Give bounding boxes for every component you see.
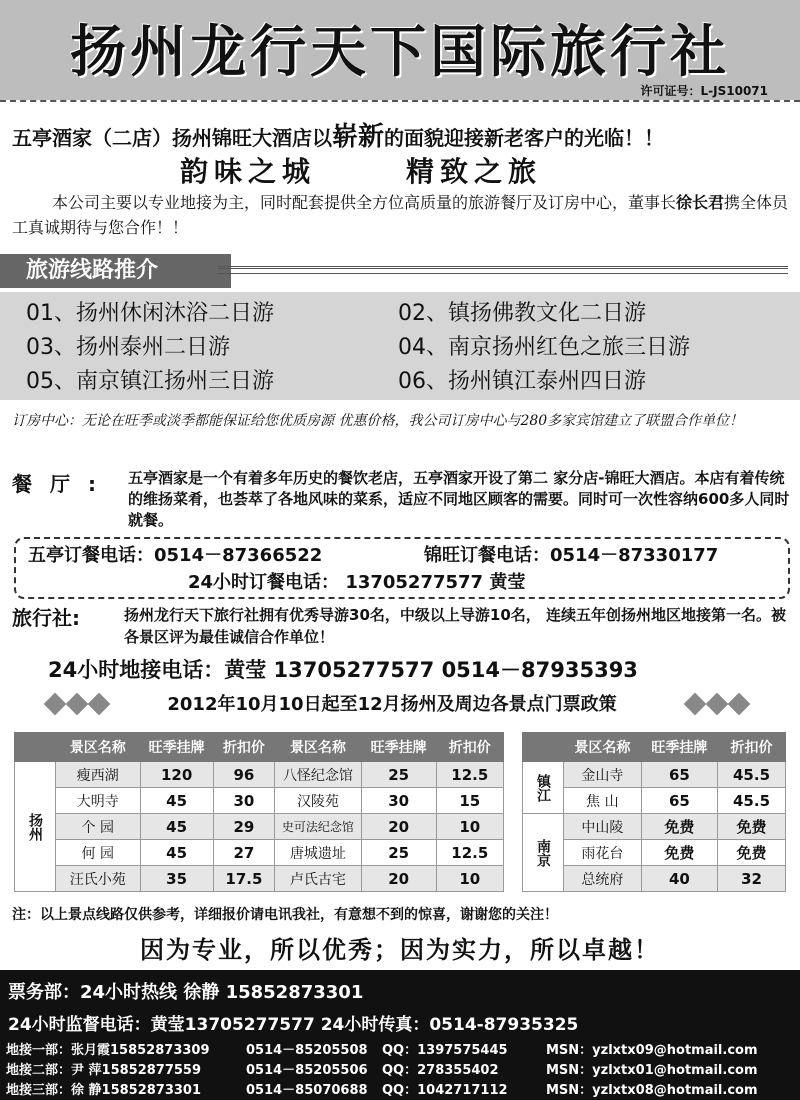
- table-header: 景区名称: [56, 733, 141, 762]
- diamond-decoration-right: [684, 696, 750, 714]
- welcome-post: 的面貌迎接新老客户的光临！！: [384, 126, 665, 150]
- routes-list: [0, 292, 800, 400]
- supervision-line: 24小时监督电话：黄莹13705277577 24小时传真：0514-87935325: [8, 1015, 579, 1035]
- table-row: [15, 788, 504, 814]
- route-item: 04、南京扬州红色之旅三日游: [398, 335, 690, 360]
- discount-price: 12.5: [436, 840, 503, 866]
- dept-3-tel: 0514－85070688: [246, 1083, 368, 1098]
- route-item: 06、扬州镇江泰州四日游: [398, 369, 646, 394]
- discount-price: 10: [436, 866, 503, 892]
- allday-dining-phone: 24小时订餐电话： 13705277577 黄莹: [188, 572, 526, 593]
- discount-price: 免费: [718, 814, 786, 840]
- scenic-name: 个 园: [56, 814, 141, 840]
- agency-heading: 旅行社:: [12, 606, 80, 630]
- scenic-name: 焦 山: [564, 788, 642, 814]
- table-header: 景区名称: [564, 733, 642, 762]
- restaurant-heading: 餐厅:: [12, 472, 114, 496]
- peak-price: 20: [361, 814, 436, 840]
- dept-2-qq: QQ：278355402: [382, 1063, 499, 1078]
- discount-price: 12.5: [436, 762, 503, 788]
- region-yangzhou: 扬州: [15, 762, 56, 892]
- discount-price: 15: [436, 788, 503, 814]
- table-header: 景区名称: [275, 733, 362, 762]
- region-zhenjiang: 镇江: [523, 762, 564, 814]
- contact-footer: [0, 970, 800, 1100]
- license-number: 许可证号：L-JS10071: [640, 84, 768, 98]
- ticket-dept-line: 票务部：24小时热线 徐静 15852873301: [8, 982, 364, 1003]
- intro-text-a: 本公司主要以专业地接为主，同时配套提供全方位高质量的旅游餐厅及订房中心，董事长: [52, 193, 677, 212]
- table-row: [15, 762, 504, 788]
- discount-price: 96: [213, 762, 275, 788]
- dept-2-name: 地接二部：尹 萍15852877559: [6, 1063, 202, 1078]
- scenic-name: 史可法纪念馆: [275, 814, 362, 840]
- scenic-name: 八怪纪念馆: [275, 762, 362, 788]
- scenic-name: 雨花台: [564, 840, 642, 866]
- dept-1-msn: MSN：yzlxtx09@hotmail.com: [546, 1043, 758, 1058]
- table-header: 折扣价: [213, 733, 275, 762]
- wuting-phone: 五亭订餐电话：0514－87366522: [28, 545, 323, 566]
- table-header: [523, 733, 564, 762]
- discount-price: 免费: [718, 840, 786, 866]
- welcome-pre: 五亭酒家（二店）扬州锦旺大酒店以: [12, 126, 332, 150]
- agency-title: 扬州龙行天下国际旅行社: [70, 20, 730, 85]
- discount-price: 27: [213, 840, 275, 866]
- discount-price: 45.5: [718, 788, 786, 814]
- scenic-name: 卢氏古宅: [275, 866, 362, 892]
- table-header: 旺季挂牌: [140, 733, 213, 762]
- routes-heading-bar: [0, 254, 800, 288]
- discount-price: 17.5: [213, 866, 275, 892]
- discount-price: 45.5: [718, 762, 786, 788]
- route-item: 05、南京镇江扬州三日游: [26, 369, 274, 394]
- table-header: 折扣价: [718, 733, 786, 762]
- scenic-name: 何 园: [56, 840, 141, 866]
- motto: 因为专业，所以优秀；因为实力，所以卓越！: [140, 936, 660, 964]
- dept-3-msn: MSN：yzlxtx08@hotmail.com: [546, 1083, 758, 1098]
- peak-price: 45: [140, 788, 213, 814]
- scenic-name: 汉陵苑: [275, 788, 362, 814]
- slogan-trip: 精致之旅: [406, 155, 543, 188]
- jinwang-phone: 锦旺订餐电话：0514－87330177: [424, 545, 719, 566]
- zhenjiang-nanjing-ticket-table: [522, 732, 786, 892]
- table-row: [523, 814, 786, 840]
- dept-1-qq: QQ：1397575445: [382, 1043, 508, 1058]
- diamond-decoration-left: [44, 696, 110, 714]
- scenic-name: 总统府: [564, 866, 642, 892]
- route-item: 01、扬州休闲沐浴二日游: [26, 301, 274, 326]
- peak-price: 25: [361, 840, 436, 866]
- welcome-line: [12, 116, 664, 153]
- discount-price: 30: [213, 788, 275, 814]
- slogan-city: 韵味之城: [180, 155, 317, 188]
- yangzhou-ticket-table: [14, 732, 504, 892]
- scenic-name: 中山陵: [564, 814, 642, 840]
- peak-price: 65: [641, 788, 717, 814]
- scenic-name: 金山寺: [564, 762, 642, 788]
- table-header: [15, 733, 56, 762]
- intro-paragraph: [12, 190, 792, 240]
- intro-text-b: 携全体员工真诚期待与您合作！！: [12, 193, 789, 237]
- dept-3-name: 地接三部：徐 静15852873301: [6, 1083, 202, 1098]
- peak-price: 30: [361, 788, 436, 814]
- welcome-highlight: 崭新: [332, 122, 385, 152]
- table-header: 折扣价: [436, 733, 503, 762]
- scenic-name: 唐城遗址: [275, 840, 362, 866]
- peak-price: 45: [140, 840, 213, 866]
- peak-price: 免费: [641, 814, 717, 840]
- peak-price: 35: [140, 866, 213, 892]
- discount-price: 29: [213, 814, 275, 840]
- peak-price: 120: [140, 762, 213, 788]
- dept-3-qq: QQ：1042717112: [382, 1083, 508, 1098]
- footnote: 注：以上景点线路仅供参考，详细报价请电讯我社，有意想不到的惊喜，谢谢您的关注！: [12, 907, 558, 923]
- table-row: [15, 814, 504, 840]
- scenic-name: 大明寺: [56, 788, 141, 814]
- table-header: 旺季挂牌: [641, 733, 717, 762]
- peak-price: 20: [361, 866, 436, 892]
- table-header: 旺季挂牌: [361, 733, 436, 762]
- dining-phone-box: [14, 537, 790, 599]
- ticket-policy-banner: [0, 690, 800, 720]
- dept-2-tel: 0514－85205506: [246, 1063, 368, 1078]
- slogans: [180, 150, 632, 190]
- chairman-name: 徐长君: [676, 193, 725, 212]
- region-nanjing: 南京: [523, 814, 564, 892]
- header-divider: [0, 100, 800, 102]
- discount-price: 32: [718, 866, 786, 892]
- peak-price: 免费: [641, 840, 717, 866]
- routes-heading-rule: [218, 266, 788, 274]
- table-row: [523, 762, 786, 788]
- peak-price: 40: [641, 866, 717, 892]
- dept-1-tel: 0514－85205508: [246, 1043, 368, 1058]
- peak-price: 65: [641, 762, 717, 788]
- scenic-name: 瘦西湖: [56, 762, 141, 788]
- dept-1-name: 地接一部：张月霞15852873309: [6, 1043, 210, 1058]
- table-row: [15, 866, 504, 892]
- agency-text: 扬州龙行天下旅行社拥有优秀导游30名，中级以上导游10名， 连续五年创扬州地区地接第一名。被各景区评为最佳诚信合作单位！: [124, 606, 786, 646]
- booking-center-text: 订房中心：无论在旺季或淡季都能保证给您优质房源 优惠价格，我公司订房中心与280多家宾馆建立了联盟合作单位！: [12, 413, 744, 429]
- table-row: [15, 840, 504, 866]
- route-item: 02、镇扬佛教文化二日游: [398, 301, 646, 326]
- scenic-name: 汪氏小苑: [56, 866, 141, 892]
- dept-2-msn: MSN：yzlxtx01@hotmail.com: [546, 1063, 758, 1078]
- ticket-policy-title: 2012年10月10日起至12月扬州及周边各景点门票政策: [167, 694, 617, 715]
- routes-heading: 旅游线路推介: [0, 254, 231, 288]
- peak-price: 25: [361, 762, 436, 788]
- restaurant-text: 五亭酒家是一个有着多年历史的餐饮老店，五亭酒家开设了第二 家分店-锦旺大酒店。本店有着传统的维扬菜肴，也荟萃了各地风味的菜系，适应不同地区顾客的需要。同时可一次性容纳600多人同时就餐。: [128, 469, 790, 529]
- reception-hotline: 24小时地接电话：黄莹 13705277577 0514－87935393: [48, 658, 638, 682]
- discount-price: 10: [436, 814, 503, 840]
- peak-price: 45: [140, 814, 213, 840]
- route-item: 03、扬州泰州二日游: [26, 335, 230, 360]
